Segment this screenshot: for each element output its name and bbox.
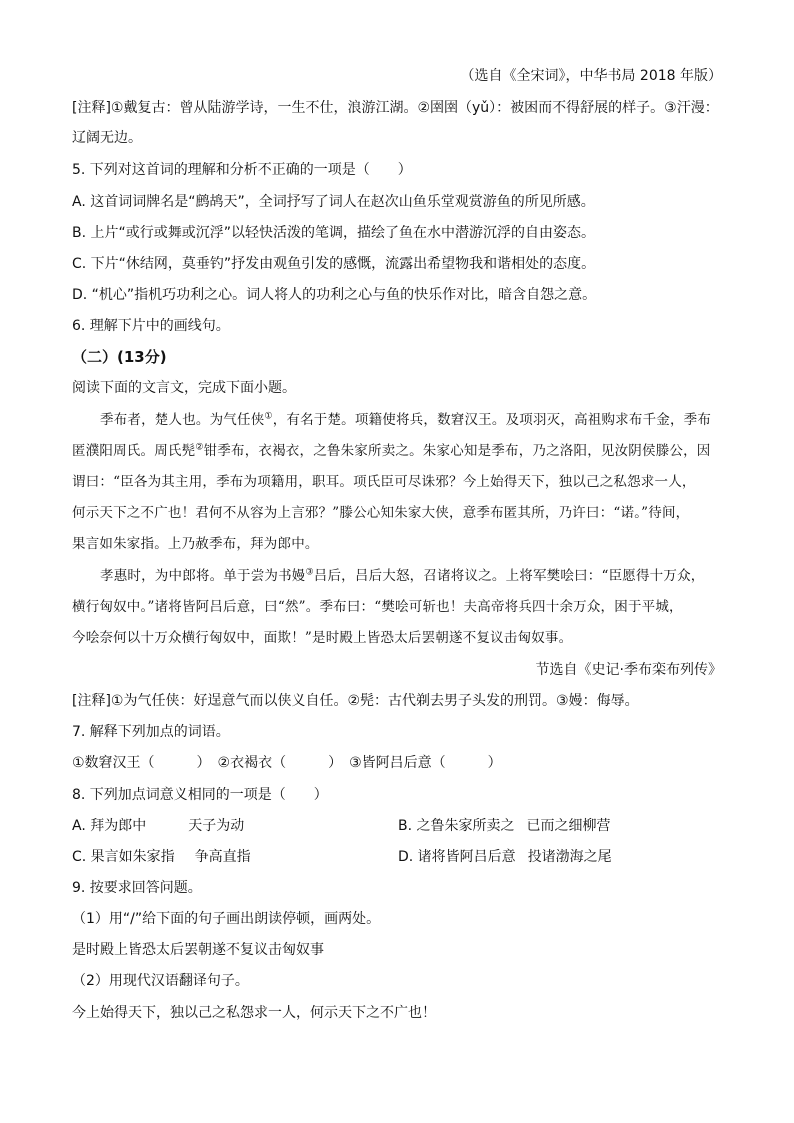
footnote-marker-1: ① (264, 411, 273, 422)
passage-p1-line-5: 果言如朱家指。上乃赦季布，拜为郎中。 (72, 536, 319, 552)
option-a-word-2: 天子为动 (188, 818, 245, 834)
question-5-stem: 5. 下列对这首词的理解和分析不正确的一项是（ ） (72, 162, 412, 178)
option-d-word-1: D. 诸将皆阿吕后意 (398, 849, 516, 865)
question-9-sentence-2: 今上始得天下，独以己之私怨求一人，何示天下之不广也！ (72, 1005, 436, 1021)
option-d-word-2: 投诸渤海之尾 (527, 849, 612, 865)
passage-source: 节选自《史记·季布栾布列传》 (535, 662, 722, 678)
question-9-sub-2: （2）用现代汉语翻译句子。 (72, 973, 249, 989)
question-9-sub-1: （1）用“/”给下面的句子画出朗读停顿，画两处。 (72, 911, 381, 927)
question-8-option-b (398, 816, 611, 836)
question-6-stem: 6. 理解下片中的画线句。 (72, 318, 230, 334)
section-2-intro: 阅读下面的文言文，完成下面小题。 (72, 380, 296, 396)
question-8-option-c (72, 847, 251, 867)
passage-text: 孝惠时，为中郎将。单于尝为书嫚 (100, 568, 306, 584)
passage-text: 匿濮阳周氏。周氏髡 (72, 443, 196, 459)
passage-p2-line-2: 横行匈奴中。”诸将皆阿吕后意，曰“然”。季布曰：“樊哙可斩也！夫高帝将兵四十余万众，困于平城， (72, 599, 683, 615)
option-b-word-2: 已而之细柳营 (526, 818, 611, 834)
question-5-option-d: D. “机心”指机巧功利之心。词人将人的功利之心与鱼的快乐作对比，暗含自怨之意。 (72, 287, 597, 303)
footnote-marker-3: ③ (305, 567, 314, 578)
option-c-word-1: C. 果言如朱家指 (72, 849, 175, 865)
question-8-option-d (398, 847, 612, 867)
question-8-stem: 8. 下列加点词意义相同的一项是（ ） (72, 787, 328, 803)
question-5-option-a: A. 这首词词牌名是“鹧鸪天”，全词抒写了词人在赵次山鱼乐堂观赏游鱼的所见所感。 (72, 194, 595, 210)
passage-p1-line-3: 谓曰：“臣各为其主用，季布为项籍用，职耳。项氏臣可尽诛邪？今上始得天下，独以己之私怨求一人， (72, 474, 696, 490)
poem-notes-line-1: [注释]①戴复古：曾从陆游学诗，一生不仕，浪游江湖。②圉圉（yǔ）：被困而不得舒展的样子。③汗漫： (72, 100, 719, 116)
poem-source: （选自《全宋词》，中华书局 2018 年版） (460, 68, 722, 84)
passage-p1-line-2 (72, 441, 711, 461)
question-9-stem: 9. 按要求回答问题。 (72, 880, 202, 896)
passage-p1-line-4: 何示天下之不广也！君何不从容为上言邪？”滕公心知朱家大侠，意季布匿其所，乃许曰：“诺。”待间， (72, 505, 690, 521)
section-2-heading: （二）(13分) (72, 348, 167, 366)
passage-text: 季布者，楚人也。为气任侠 (100, 412, 265, 428)
passage-text: ，有名于楚。项籍使将兵，数窘汉王。及项羽灭，高祖购求布千金，季布 (272, 412, 712, 428)
question-8-option-a (72, 816, 244, 836)
option-c-word-2: 争高直指 (194, 849, 251, 865)
passage-p2-line-1 (100, 566, 704, 586)
option-a-word-1: A. 拜为郎中 (72, 818, 147, 834)
question-5-option-c: C. 下片“休结网，莫垂钓”抒发由观鱼引发的感慨，流露出希望物我和谐相处的态度。 (72, 256, 596, 272)
passage-text: 钳季布，衣褐衣，之鲁朱家所卖之。朱家心知是季布，乃之洛阳，见汝阴侯滕公，因 (203, 443, 711, 459)
passage-text: 吕后，吕后大怒，召诸将议之。上将军樊哙曰：“臣愿得十万众， (313, 568, 705, 584)
passage-notes: [注释]①为气任侠：好逞意气而以侠义自任。②髡：古代剃去男子头发的刑罚。③嫚：侮辱。 (72, 693, 639, 709)
option-b-word-1: B. 之鲁朱家所卖之 (398, 818, 515, 834)
question-5-option-b: B. 上片“或行或舞或沉浮”以轻快活泼的笔调，描绘了鱼在水中潜游沉浮的自由姿态。 (72, 225, 596, 241)
footnote-marker-2: ② (195, 442, 204, 453)
passage-p1-line-1 (100, 410, 711, 430)
passage-p2-line-3: 今哙奈何以十万众横行匈奴中，面欺！”是时殿上皆恐太后罢朝遂不复议击匈奴事。 (72, 630, 573, 646)
poem-notes-line-2: 辽阔无边。 (72, 130, 142, 146)
question-7-stem: 7. 解释下列加点的词语。 (72, 724, 230, 740)
question-7-items: ①数窘汉王（ ） ②衣褐衣（ ） ③皆阿吕后意（ ） (72, 755, 502, 771)
question-9-sentence-1: 是时殿上皆恐太后罢朝遂不复议击匈奴事 (72, 942, 324, 958)
